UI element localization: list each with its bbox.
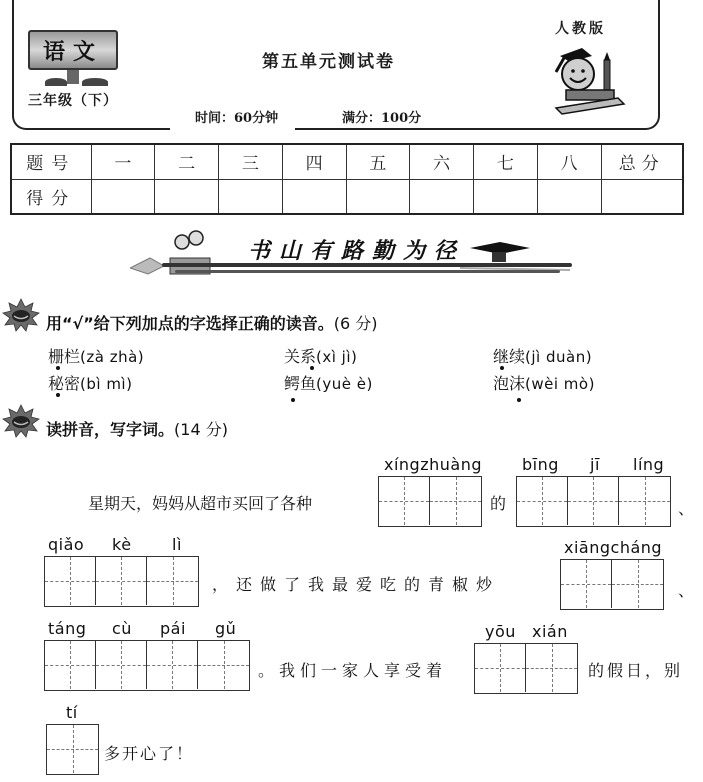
writing-grid-youxian[interactable] [474,643,578,694]
pronunciation-item [48,371,132,394]
column-header: 五 [346,144,410,179]
pinyin-options[interactable]: (bì mì) [80,375,133,393]
score-cell[interactable] [601,179,683,214]
section-1-instruction: 用“√”给下列加点的字选择正确的读音。 [46,314,334,333]
pinyin-hint: líng [633,455,665,474]
sunflower-icon [2,404,40,438]
column-header: 二 [155,144,219,179]
row-label: 得分 [11,179,91,214]
word: 继续 [493,347,526,366]
writing-cell[interactable] [526,644,577,692]
writing-cell[interactable] [561,560,612,608]
pinyin-hint: pái [160,619,186,638]
writing-cell[interactable] [568,477,619,525]
writing-cell[interactable] [619,477,670,525]
writing-cell[interactable] [45,557,96,605]
writing-grid-tangcupaigu[interactable] [44,640,250,691]
pinyin-hint: tí [66,703,78,722]
pinyin-hint: xíngzhuàng [384,455,482,474]
word: 关系 [284,347,317,366]
sentence-text: ，还做了我最爱吃的青椒炒 [212,575,501,594]
pinyin-options[interactable]: (zà zhà) [80,348,145,366]
grass-decoration [82,78,108,86]
banner-motto: 书山有路勤为径 [248,238,466,264]
question-number-row [11,144,683,179]
emphasis-dot [56,366,60,370]
pinyin-hint: jī [590,455,600,474]
sign-post [67,70,79,84]
score-cell[interactable] [155,179,219,214]
score-cell[interactable] [410,179,474,214]
sentence-text: 多开心了！ [104,744,195,763]
row-label: 题号 [11,144,91,179]
sentence-text: 的 [490,494,507,513]
writing-grid-bingjiling[interactable] [516,476,671,527]
writing-cell[interactable] [147,641,198,689]
emphasis-dot [500,366,504,370]
pinyin-hint: xiāngcháng [564,538,663,557]
column-header: 总分 [601,144,683,179]
column-header: 三 [219,144,283,179]
word: 鳄鱼 [284,374,317,393]
emphasis-dot [517,398,521,402]
word: 泡沫 [493,374,526,393]
writing-cell[interactable] [475,644,526,692]
column-header: 六 [410,144,474,179]
pinyin-hint: kè [112,535,132,554]
score-row [11,179,683,214]
score-cell[interactable] [474,179,538,214]
edition-label: 人教版 [555,21,606,37]
writing-cell[interactable] [430,477,481,525]
pinyin-options[interactable]: (jì duàn) [525,348,593,366]
sentence-text: 星期天，妈妈从超市买回了各种 [88,494,313,513]
writing-cell[interactable] [517,477,568,525]
section-2-instruction: 读拼音，写字词。 [46,420,175,439]
writing-cell[interactable] [379,477,430,525]
pronunciation-item [284,344,357,367]
pinyin-hint: táng [48,619,87,638]
banner-stripe [175,270,560,273]
sentence-text: 、 [678,581,695,600]
sentence-text: 、 [678,499,695,518]
writing-cell[interactable] [45,641,96,689]
writing-cell[interactable] [96,557,147,605]
column-header: 一 [91,144,155,179]
writing-cell[interactable] [96,641,147,689]
pinyin-hint: cù [112,619,132,638]
writing-cell[interactable] [612,560,663,608]
pinyin-hint: gǔ [215,619,237,638]
sunflower-icon [2,298,40,332]
pronunciation-item [284,371,373,394]
emphasis-dot [310,366,314,370]
pinyin-hint: qiǎo [48,535,85,554]
subject-sign: 语文 [28,30,118,70]
column-header: 四 [282,144,346,179]
score-cell[interactable] [537,179,601,214]
grass-decoration [45,78,67,86]
student-mascot-icon [548,38,628,118]
section-1-title [46,311,377,334]
section-2-title [46,417,228,440]
page-title: 第五单元测试卷 [262,52,395,72]
sentence-text: 的假日，别 [588,661,684,680]
emphasis-dot [56,393,60,397]
column-header: 七 [474,144,538,179]
word: 栅栏 [48,347,81,366]
writing-grid-qiaokeli[interactable] [44,556,199,607]
score-cell[interactable] [219,179,283,214]
sentence-text: 。我们一家人享受着 [258,661,448,680]
section-1-points: (6 分) [333,314,378,333]
pronunciation-item [493,371,595,394]
grade-label: 三年级（下） [28,93,118,109]
pinyin-options[interactable]: (xì jì) [316,348,358,366]
pinyin-hint: yōu [485,622,516,641]
score-cell[interactable] [282,179,346,214]
score-cell[interactable] [346,179,410,214]
pinyin-hint: bīng [522,455,559,474]
section-2-points: (14 分) [174,420,228,439]
writing-grid-ti[interactable] [46,724,99,775]
writing-grid-xingzhuang[interactable] [378,476,482,527]
pronunciation-item [493,344,592,367]
pinyin-hint: xián [532,622,568,641]
pronunciation-item [48,344,144,367]
writing-cell[interactable] [198,641,249,689]
writing-grid-xiangchang[interactable] [560,559,664,610]
pinyin-options[interactable]: (wèi mò) [525,375,595,393]
emphasis-dot [291,398,295,402]
time-limit: 时间：60分钟 [195,111,279,126]
score-cell[interactable] [91,179,155,214]
word: 秘密 [48,374,81,393]
pinyin-options[interactable]: (yuè è) [316,375,373,393]
writing-cell[interactable] [147,557,198,605]
pinyin-hint: lì [172,535,182,554]
score-table [10,143,684,215]
column-header: 八 [537,144,601,179]
writing-cell[interactable] [47,725,98,773]
full-score: 满分：100分 [342,111,422,126]
